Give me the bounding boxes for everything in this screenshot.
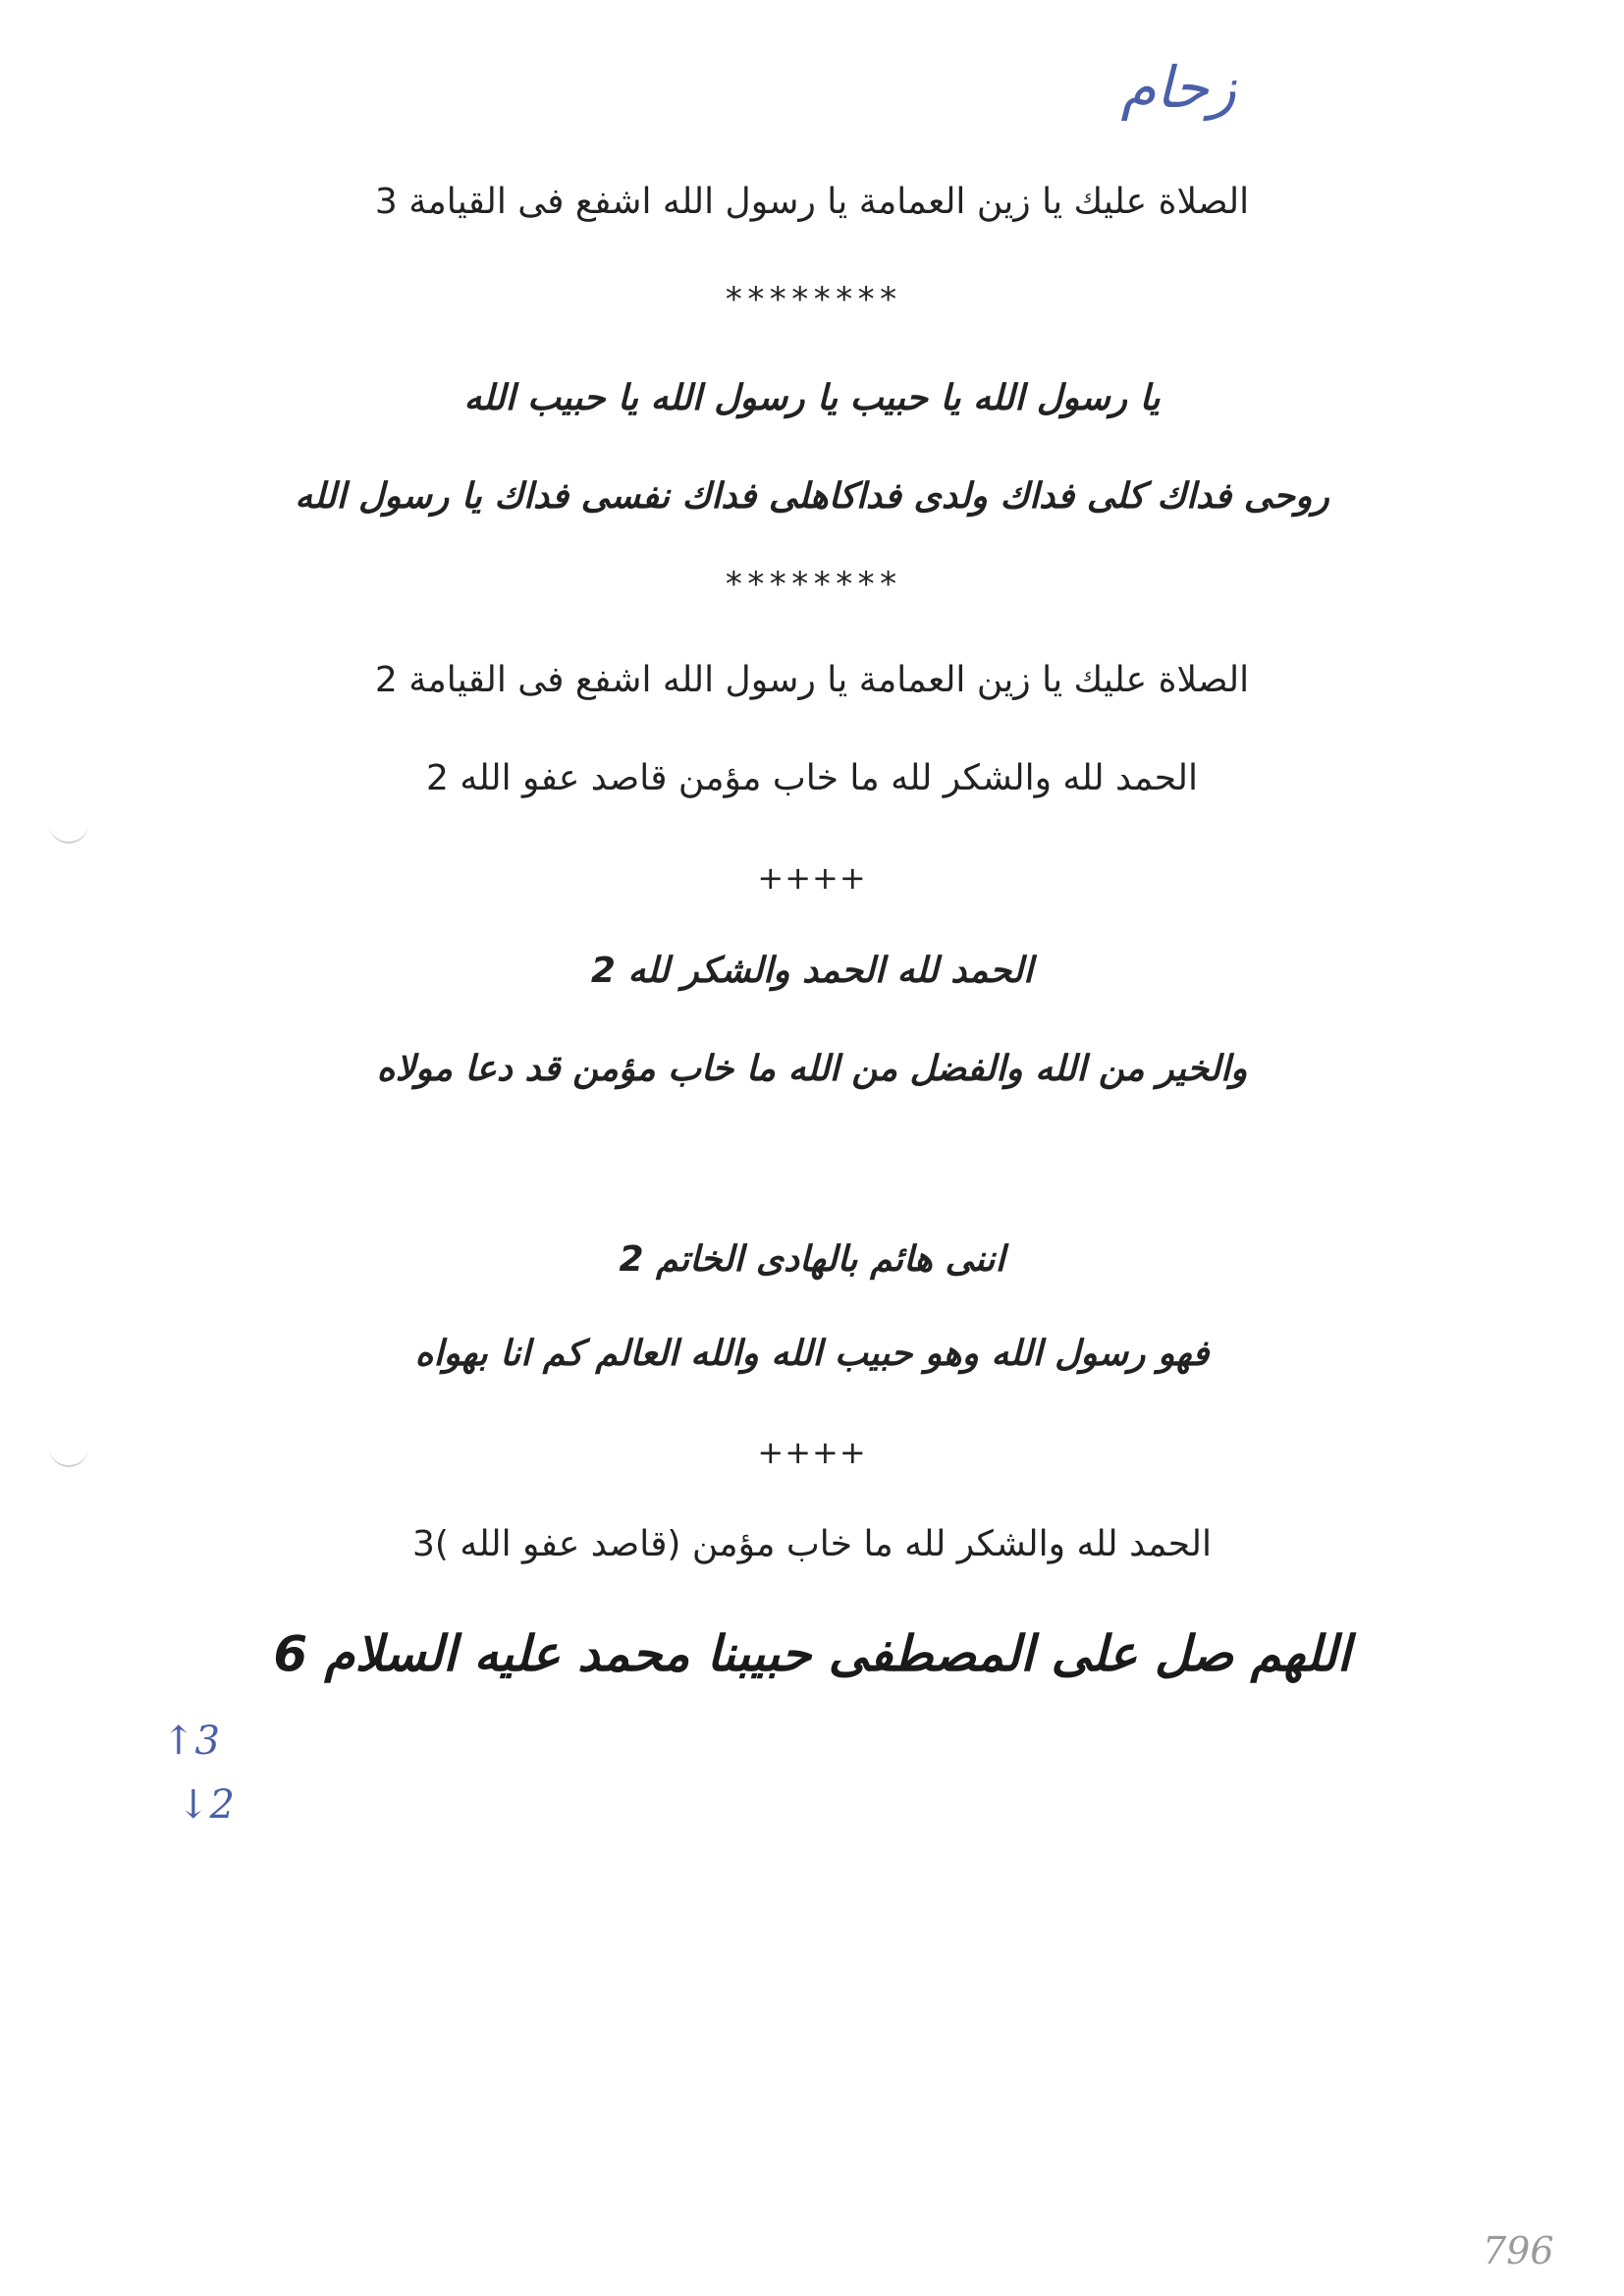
text-line-10: الحمد لله والشكر لله ما خاب مؤمن (قاصد عفو الله )3 [412, 1524, 1212, 1564]
handwritten-title: زحام [1120, 54, 1236, 121]
text-line-5: الحمد لله والشكر لله ما خاب مؤمن قاصد عفو الله 2 [426, 758, 1198, 798]
text-line-11: اللهم صل على المصطفى حبيبنا محمد عليه السلام 6 [273, 1625, 1351, 1682]
text-line-2: يا رسول الله يا حبيب يا رسول الله يا حبيب الله [463, 378, 1161, 418]
text-line-9: فهو رسول الله وهو حبيب الله والله العالم كم انا بهواه [414, 1334, 1210, 1374]
separator-stars-1: ******** [724, 280, 900, 319]
text-line-8: اننى هائم بالهادى الخاتم 2 [619, 1239, 1005, 1280]
text-line-4: الصلاة عليك يا زين العمامة يا رسول الله اشفع فى القيامة 2 [374, 660, 1250, 700]
text-line-1: الصلاة عليك يا زين العمامة يا رسول الله اشفع فى القيامة 3 [374, 182, 1250, 222]
page-number: 796 [1483, 2229, 1554, 2272]
text-line-6: الحمد لله الحمد والشكر لله 2 [590, 951, 1034, 991]
handwritten-up-note: ↑3 [162, 1719, 220, 1764]
handwritten-down-note: ↓2 [177, 1782, 235, 1828]
text-line-3: روحى فداك كلى فداك ولدى فداكاهلى فداك نفسى فداك يا رسول الله [295, 476, 1329, 517]
separator-plus-1: ++++ [757, 859, 867, 897]
text-line-7: والخير من الله والفضل من الله ما خاب مؤمن قد دعا مولاه [376, 1049, 1248, 1089]
punch-hole-mark-1 [49, 820, 88, 844]
separator-plus-2: ++++ [757, 1434, 867, 1471]
separator-stars-2: ******** [724, 565, 900, 604]
